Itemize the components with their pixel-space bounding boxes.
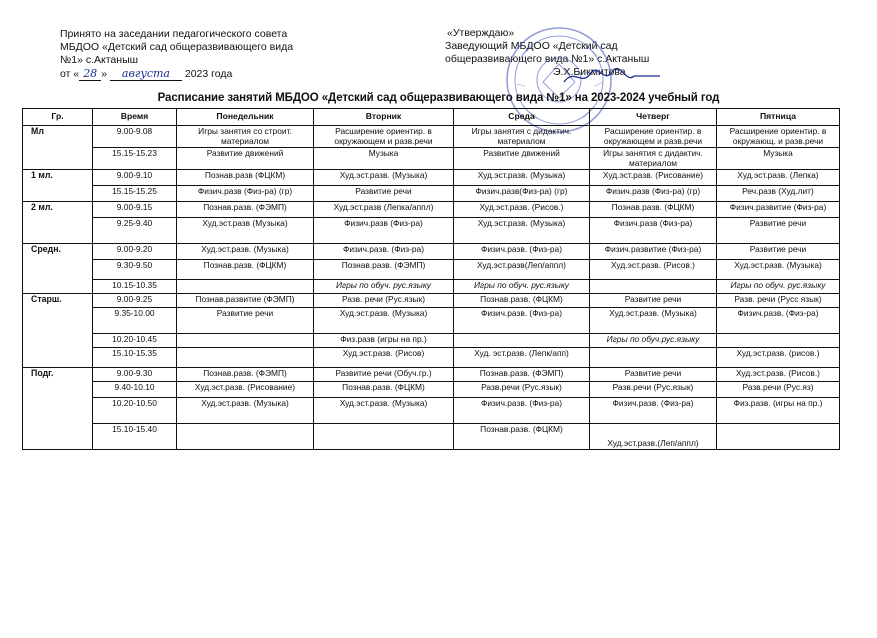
time-cell: 9.00-9.25 (93, 294, 177, 308)
wednesday-cell: Худ.эст.разв. (Музыка) (454, 218, 590, 244)
thursday-cell: Разв.речи (Рус.язык) (590, 382, 717, 398)
tuesday-cell: Физ.разв (игры на пр.) (314, 334, 454, 348)
time-cell: 9.35-10.00 (93, 308, 177, 334)
header-right (445, 27, 705, 79)
tuesday-cell: Развитие речи (Обуч.гр.) (314, 368, 454, 382)
friday-cell: Физич.развитие (Физ-ра) (717, 202, 840, 218)
thursday-cell: Физич.развитие (Физ-ра) (590, 244, 717, 260)
time-cell: 10.15-10.35 (93, 280, 177, 294)
table-row (23, 202, 840, 218)
friday-cell (717, 424, 840, 450)
monday-cell: Физич.разв (Физ-ра) (гр) (177, 186, 314, 202)
wednesday-cell: Игры по обуч. рус.языку (454, 280, 590, 294)
table-row (23, 126, 840, 148)
monday-cell (177, 348, 314, 368)
table-row (23, 170, 840, 186)
table-row (23, 382, 840, 398)
monday-cell: Развитие речи (177, 308, 314, 334)
tuesday-cell: Расширение ориентир. в окружающем и разв.речи (314, 126, 454, 148)
tuesday-cell: Разв. речи (Рус.язык) (314, 294, 454, 308)
thursday-cell: Худ.эст.разв. (Рисование) (590, 170, 717, 186)
group-name: 1 мл. (23, 170, 93, 202)
tuesday-cell: Худ.эст.разв. (Музыка) (314, 308, 454, 334)
header-left-line2: МБДОО «Детский сад общеразвивающего вида (60, 41, 294, 53)
header-monday: Понедельник (177, 109, 314, 126)
thursday-cell (590, 348, 717, 368)
monday-cell: Познав.разв (ФЦКМ) (177, 170, 314, 186)
wednesday-cell: Физич.разв(Физ-ра) (гр) (454, 186, 590, 202)
tuesday-cell: Развитие речи (314, 186, 454, 202)
monday-cell: Познав.разв. (ФЭМП) (177, 202, 314, 218)
monday-cell (177, 334, 314, 348)
friday-cell: Реч.разв (Худ.лит) (717, 186, 840, 202)
table-row (23, 260, 840, 280)
header-left (60, 28, 360, 81)
date-suffix: 2023 года (184, 68, 233, 80)
wednesday-cell (454, 334, 590, 348)
monday-cell: Худ.эст.разв. (Музыка) (177, 244, 314, 260)
table-row (23, 218, 840, 244)
time-cell: 9.25-9.40 (93, 218, 177, 244)
tuesday-cell: Музыка (314, 148, 454, 170)
friday-cell: Развитие речи (717, 244, 840, 260)
friday-cell: Физ.разв. (игры на пр.) (717, 398, 840, 424)
tuesday-cell: Худ.эст.разв (Лепка/аппл) (314, 202, 454, 218)
time-cell: 9.00-9.10 (93, 170, 177, 186)
wednesday-cell: Развитие движений (454, 148, 590, 170)
table-row (23, 280, 840, 294)
tuesday-cell: Худ.эст.разв. (Музыка) (314, 398, 454, 424)
time-cell: 15.10-15.40 (93, 424, 177, 450)
header-friday: Пятница (717, 109, 840, 126)
thursday-cell: Игры занятия с дидактич. материалом (590, 148, 717, 170)
group-name: Мл (23, 126, 93, 170)
date-day: 28 (79, 67, 101, 81)
header-right-line1: «Утверждаю» (447, 27, 515, 39)
monday-cell: Худ.эст.разв. (Рисование) (177, 382, 314, 398)
table-row (23, 334, 840, 348)
tuesday-cell: Физич.разв. (Физ-ра) (314, 244, 454, 260)
table-row (23, 244, 840, 260)
thursday-cell: Игры по обуч.рус.языку (590, 334, 717, 348)
time-cell: 10.20-10.45 (93, 334, 177, 348)
friday-cell: Физич.разв. (Физ-ра) (717, 308, 840, 334)
monday-cell (177, 424, 314, 450)
table-row (23, 186, 840, 202)
header-left-line3: №1» с.Актаныш (60, 54, 139, 66)
tuesday-cell (314, 424, 454, 450)
schedule-table (22, 108, 840, 450)
monday-cell (177, 280, 314, 294)
header-group: Гр. (23, 109, 93, 126)
friday-cell: Худ.эст.разв. (рисов.) (717, 348, 840, 368)
friday-cell: Разв. речи (Русс язык) (717, 294, 840, 308)
time-cell: 10.20-10.50 (93, 398, 177, 424)
wednesday-cell: Худ.эст.разв. (Рисов.) (454, 202, 590, 218)
wednesday-cell: Физич.разв. (Физ-ра) (454, 244, 590, 260)
date-month: августа (110, 67, 182, 81)
tuesday-cell: Физич.разв (Физ-ра) (314, 218, 454, 244)
table-row (23, 348, 840, 368)
header-right-line3: общеразвивающего вида №1» с.Актаныш (445, 53, 650, 65)
thursday-cell: Худ.эст.разв. (Рисов.) (590, 260, 717, 280)
friday-cell: Расширение ориентир. в окружающ. и разв.речи (717, 126, 840, 148)
tuesday-cell: Игры по обуч. рус.языку (314, 280, 454, 294)
wednesday-cell: Худ. эст.разв. (Лепк/апп) (454, 348, 590, 368)
header-thursday: Четверг (590, 109, 717, 126)
friday-cell: Худ.эст.разв. (Рисов.) (717, 368, 840, 382)
table-row (23, 368, 840, 382)
friday-cell: Разв.речи (Рус.яз) (717, 382, 840, 398)
thursday-cell (590, 280, 717, 294)
friday-cell (717, 334, 840, 348)
friday-cell: Развитие речи (717, 218, 840, 244)
wednesday-cell: Физич.разв. (Физ-ра) (454, 308, 590, 334)
table-row (23, 148, 840, 170)
header-time: Время (93, 109, 177, 126)
monday-cell: Познав.развитие (ФЭМП) (177, 294, 314, 308)
thursday-cell: Расширение ориентир. в окружающем и разв.речи (590, 126, 717, 148)
header-tuesday: Вторник (314, 109, 454, 126)
friday-cell: Худ.эст.разв. (Лепка) (717, 170, 840, 186)
monday-cell: Познав.разв. (ФЦКМ) (177, 260, 314, 280)
thursday-cell: Развитие речи (590, 368, 717, 382)
tuesday-cell: Худ.эст.разв. (Рисов) (314, 348, 454, 368)
thursday-cell: Худ.эст.разв.(Леп/аппл) (590, 424, 717, 450)
monday-cell: Худ.эст.разв (Музыка) (177, 218, 314, 244)
time-cell: 9.00-9.30 (93, 368, 177, 382)
table-row (23, 398, 840, 424)
friday-cell: Игры по обуч. рус.языку (717, 280, 840, 294)
friday-cell: Музыка (717, 148, 840, 170)
thursday-cell: Физич.разв. (Физ-ра) (590, 398, 717, 424)
monday-cell: Познав.разв. (ФЭМП) (177, 368, 314, 382)
tuesday-cell: Худ.эст.разв. (Музыка) (314, 170, 454, 186)
group-name: Подг. (23, 368, 93, 450)
wednesday-cell: Познав.разв. (ФЦКМ) (454, 424, 590, 450)
thursday-cell: Худ.эст.разв. (Музыка) (590, 308, 717, 334)
wednesday-cell: Худ.эст.разв. (Музыка) (454, 170, 590, 186)
date-prefix: от « (60, 68, 80, 80)
thursday-cell: Познав.разв. (ФЦКМ) (590, 202, 717, 218)
monday-cell: Игры занятия со строит. материалом (177, 126, 314, 148)
thursday-cell: Физич.разв (Физ-ра) (590, 218, 717, 244)
wednesday-cell: Познав.разв. (ФЭМП) (454, 368, 590, 382)
wednesday-cell: Игры занятия с дидактич. материалом (454, 126, 590, 148)
tuesday-cell: Познав.разв. (ФЭМП) (314, 260, 454, 280)
group-name: Средн. (23, 244, 93, 294)
monday-cell: Худ.эст.разв. (Музыка) (177, 398, 314, 424)
page-title: Расписание занятий МБДОО «Детский сад общеразвивающего вида №1» на 2023-2024 учебный год (157, 92, 720, 104)
wednesday-cell: Познав.разв. (ФЦКМ) (454, 294, 590, 308)
time-cell: 9.00-9.15 (93, 202, 177, 218)
time-cell: 9.40-10.10 (93, 382, 177, 398)
time-cell: 15.15-15.25 (93, 186, 177, 202)
table-row (23, 308, 840, 334)
table-row (23, 424, 840, 450)
header-right-line4: Э.Х.Бикмитова (553, 66, 626, 78)
group-name: Старш. (23, 294, 93, 368)
wednesday-cell: Худ.эст.разв(Леп/аппл) (454, 260, 590, 280)
friday-cell: Худ.эст.разв. (Музыка) (717, 260, 840, 280)
wednesday-cell: Физич.разв. (Физ-ра) (454, 398, 590, 424)
date-mid: » (101, 68, 108, 80)
time-cell: 9.00-9.08 (93, 126, 177, 148)
group-name: 2 мл. (23, 202, 93, 244)
wednesday-cell: Разв.речи (Рус.язык) (454, 382, 590, 398)
time-cell: 15.15-15.23 (93, 148, 177, 170)
thursday-cell: Развитие речи (590, 294, 717, 308)
thursday-cell: Физич.разв (Физ-ра) (гр) (590, 186, 717, 202)
header-left-date (60, 67, 360, 81)
header-left-line1: Принято на заседании педагогического совета (60, 28, 288, 40)
header-wednesday: Среда (454, 109, 590, 126)
table-row (23, 294, 840, 308)
header-right-line2: Заведующий МБДОО «Детский сад (445, 40, 618, 52)
tuesday-cell: Познав.разв. (ФЦКМ) (314, 382, 454, 398)
time-cell: 9.30-9.50 (93, 260, 177, 280)
time-cell: 9.00-9.20 (93, 244, 177, 260)
time-cell: 15.10-15.35 (93, 348, 177, 368)
table-header-row (23, 109, 840, 126)
monday-cell: Развитие движений (177, 148, 314, 170)
